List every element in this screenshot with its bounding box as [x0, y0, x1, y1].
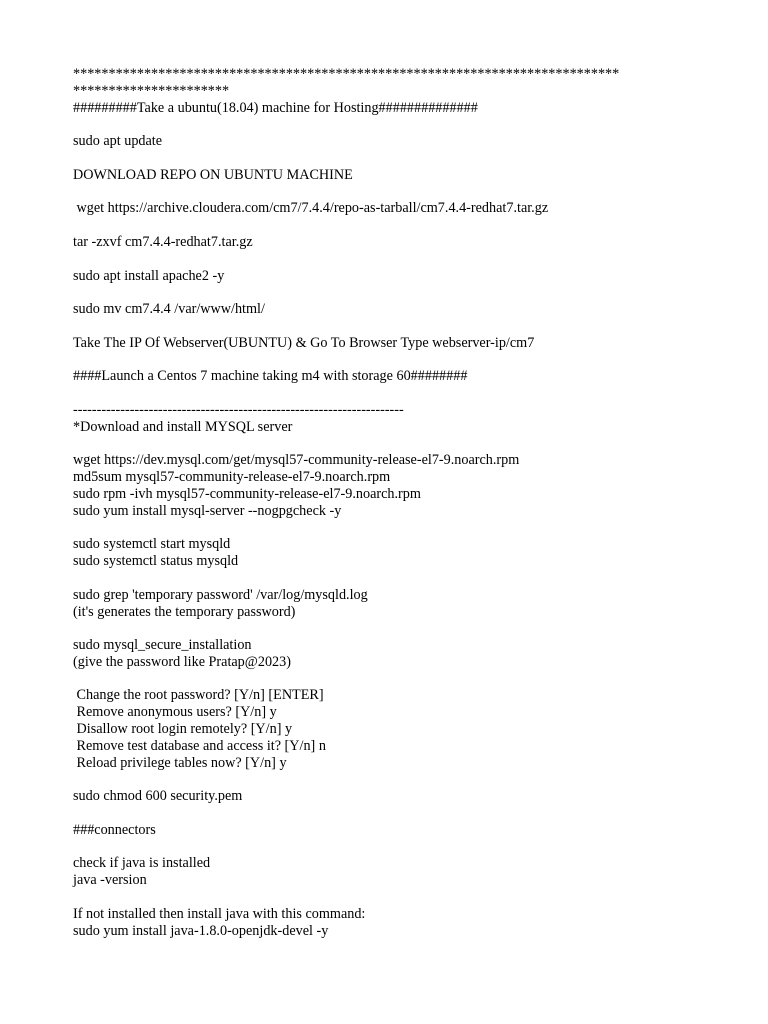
blank-line — [73, 520, 703, 537]
blank-line — [73, 184, 703, 201]
section-heading-download-repo: DOWNLOAD REPO ON UBUNTU MACHINE — [73, 166, 353, 183]
blank-line — [73, 839, 703, 856]
separator-stars-line-continued: ********************** — [73, 82, 230, 99]
instruction-line: check if java is installed — [73, 855, 211, 872]
command-line: java -version — [73, 872, 147, 889]
blank-line — [73, 116, 703, 133]
blank-line — [73, 620, 703, 637]
note-line: (give the password like Pratap@2023) — [73, 653, 291, 670]
command-line: sudo chmod 600 security.pem — [73, 788, 243, 805]
prompt-answer-line: Change the root password? [Y/n] [ENTER] — [73, 687, 324, 704]
blank-line — [73, 671, 703, 688]
note-line: (it's generates the temporary password) — [73, 603, 296, 620]
prompt-answer-line: Remove test database and access it? [Y/n] n — [73, 737, 326, 754]
blank-line — [73, 318, 703, 335]
separator-dashes-line: ---------------------------------------------------------------------- — [73, 401, 404, 418]
blank-line — [73, 570, 703, 587]
section-heading-centos: ####Launch a Centos 7 machine taking m4 with storage 60######## — [73, 368, 468, 385]
blank-line — [73, 771, 703, 788]
command-line: wget https://archive.cloudera.com/cm7/7.4.4/repo-as-tarball/cm7.4.4-redhat7.tar.gz — [73, 200, 549, 217]
blank-line — [73, 385, 703, 402]
prompt-answer-line: Remove anonymous users? [Y/n] y — [73, 704, 277, 721]
blank-line — [73, 150, 703, 167]
instruction-line: Take The IP Of Webserver(UBUNTU) & Go To Browser Type webserver-ip/cm7 — [73, 334, 535, 351]
command-line: sudo apt install apache2 -y — [73, 267, 225, 284]
command-line: tar -zxvf cm7.4.4-redhat7.tar.gz — [73, 233, 253, 250]
section-heading-mysql: *Download and install MYSQL server — [73, 418, 293, 435]
command-line: sudo apt update — [73, 133, 163, 150]
command-line: sudo mv cm7.4.4 /var/www/html/ — [73, 301, 265, 318]
blank-line — [73, 217, 703, 234]
section-heading-ubuntu-hosting: #########Take a ubuntu(18.04) machine for Hosting############## — [73, 99, 478, 116]
command-line: sudo yum install mysql-server --nogpgcheck -y — [73, 502, 342, 519]
blank-line — [73, 436, 703, 453]
blank-line — [73, 251, 703, 268]
blank-line — [73, 284, 703, 301]
prompt-answer-line: Reload privilege tables now? [Y/n] y — [73, 754, 287, 771]
separator-stars-line: ***************************************************************************** — [73, 66, 620, 82]
command-line: wget https://dev.mysql.com/get/mysql57-community-release-el7-9.noarch.rpm — [73, 452, 520, 469]
command-line: sudo systemctl status mysqld — [73, 553, 239, 570]
blank-line — [73, 889, 703, 906]
prompt-answer-line: Disallow root login remotely? [Y/n] y — [73, 721, 293, 738]
command-line: sudo grep 'temporary password' /var/log/mysqld.log — [73, 586, 368, 603]
section-heading-connectors: ###connectors — [73, 821, 156, 838]
command-line: sudo systemctl start mysqld — [73, 536, 231, 553]
instruction-line: If not installed then install java with this command: — [73, 905, 366, 922]
command-line: sudo rpm -ivh mysql57-community-release-el7-9.noarch.rpm — [73, 485, 421, 502]
document-body — [73, 66, 703, 939]
command-line: sudo mysql_secure_installation — [73, 637, 252, 654]
command-line: md5sum mysql57-community-release-el7-9.noarch.rpm — [73, 469, 391, 486]
blank-line — [73, 352, 703, 369]
command-line: sudo yum install java-1.8.0-openjdk-devel -y — [73, 922, 329, 939]
blank-line — [73, 805, 703, 822]
